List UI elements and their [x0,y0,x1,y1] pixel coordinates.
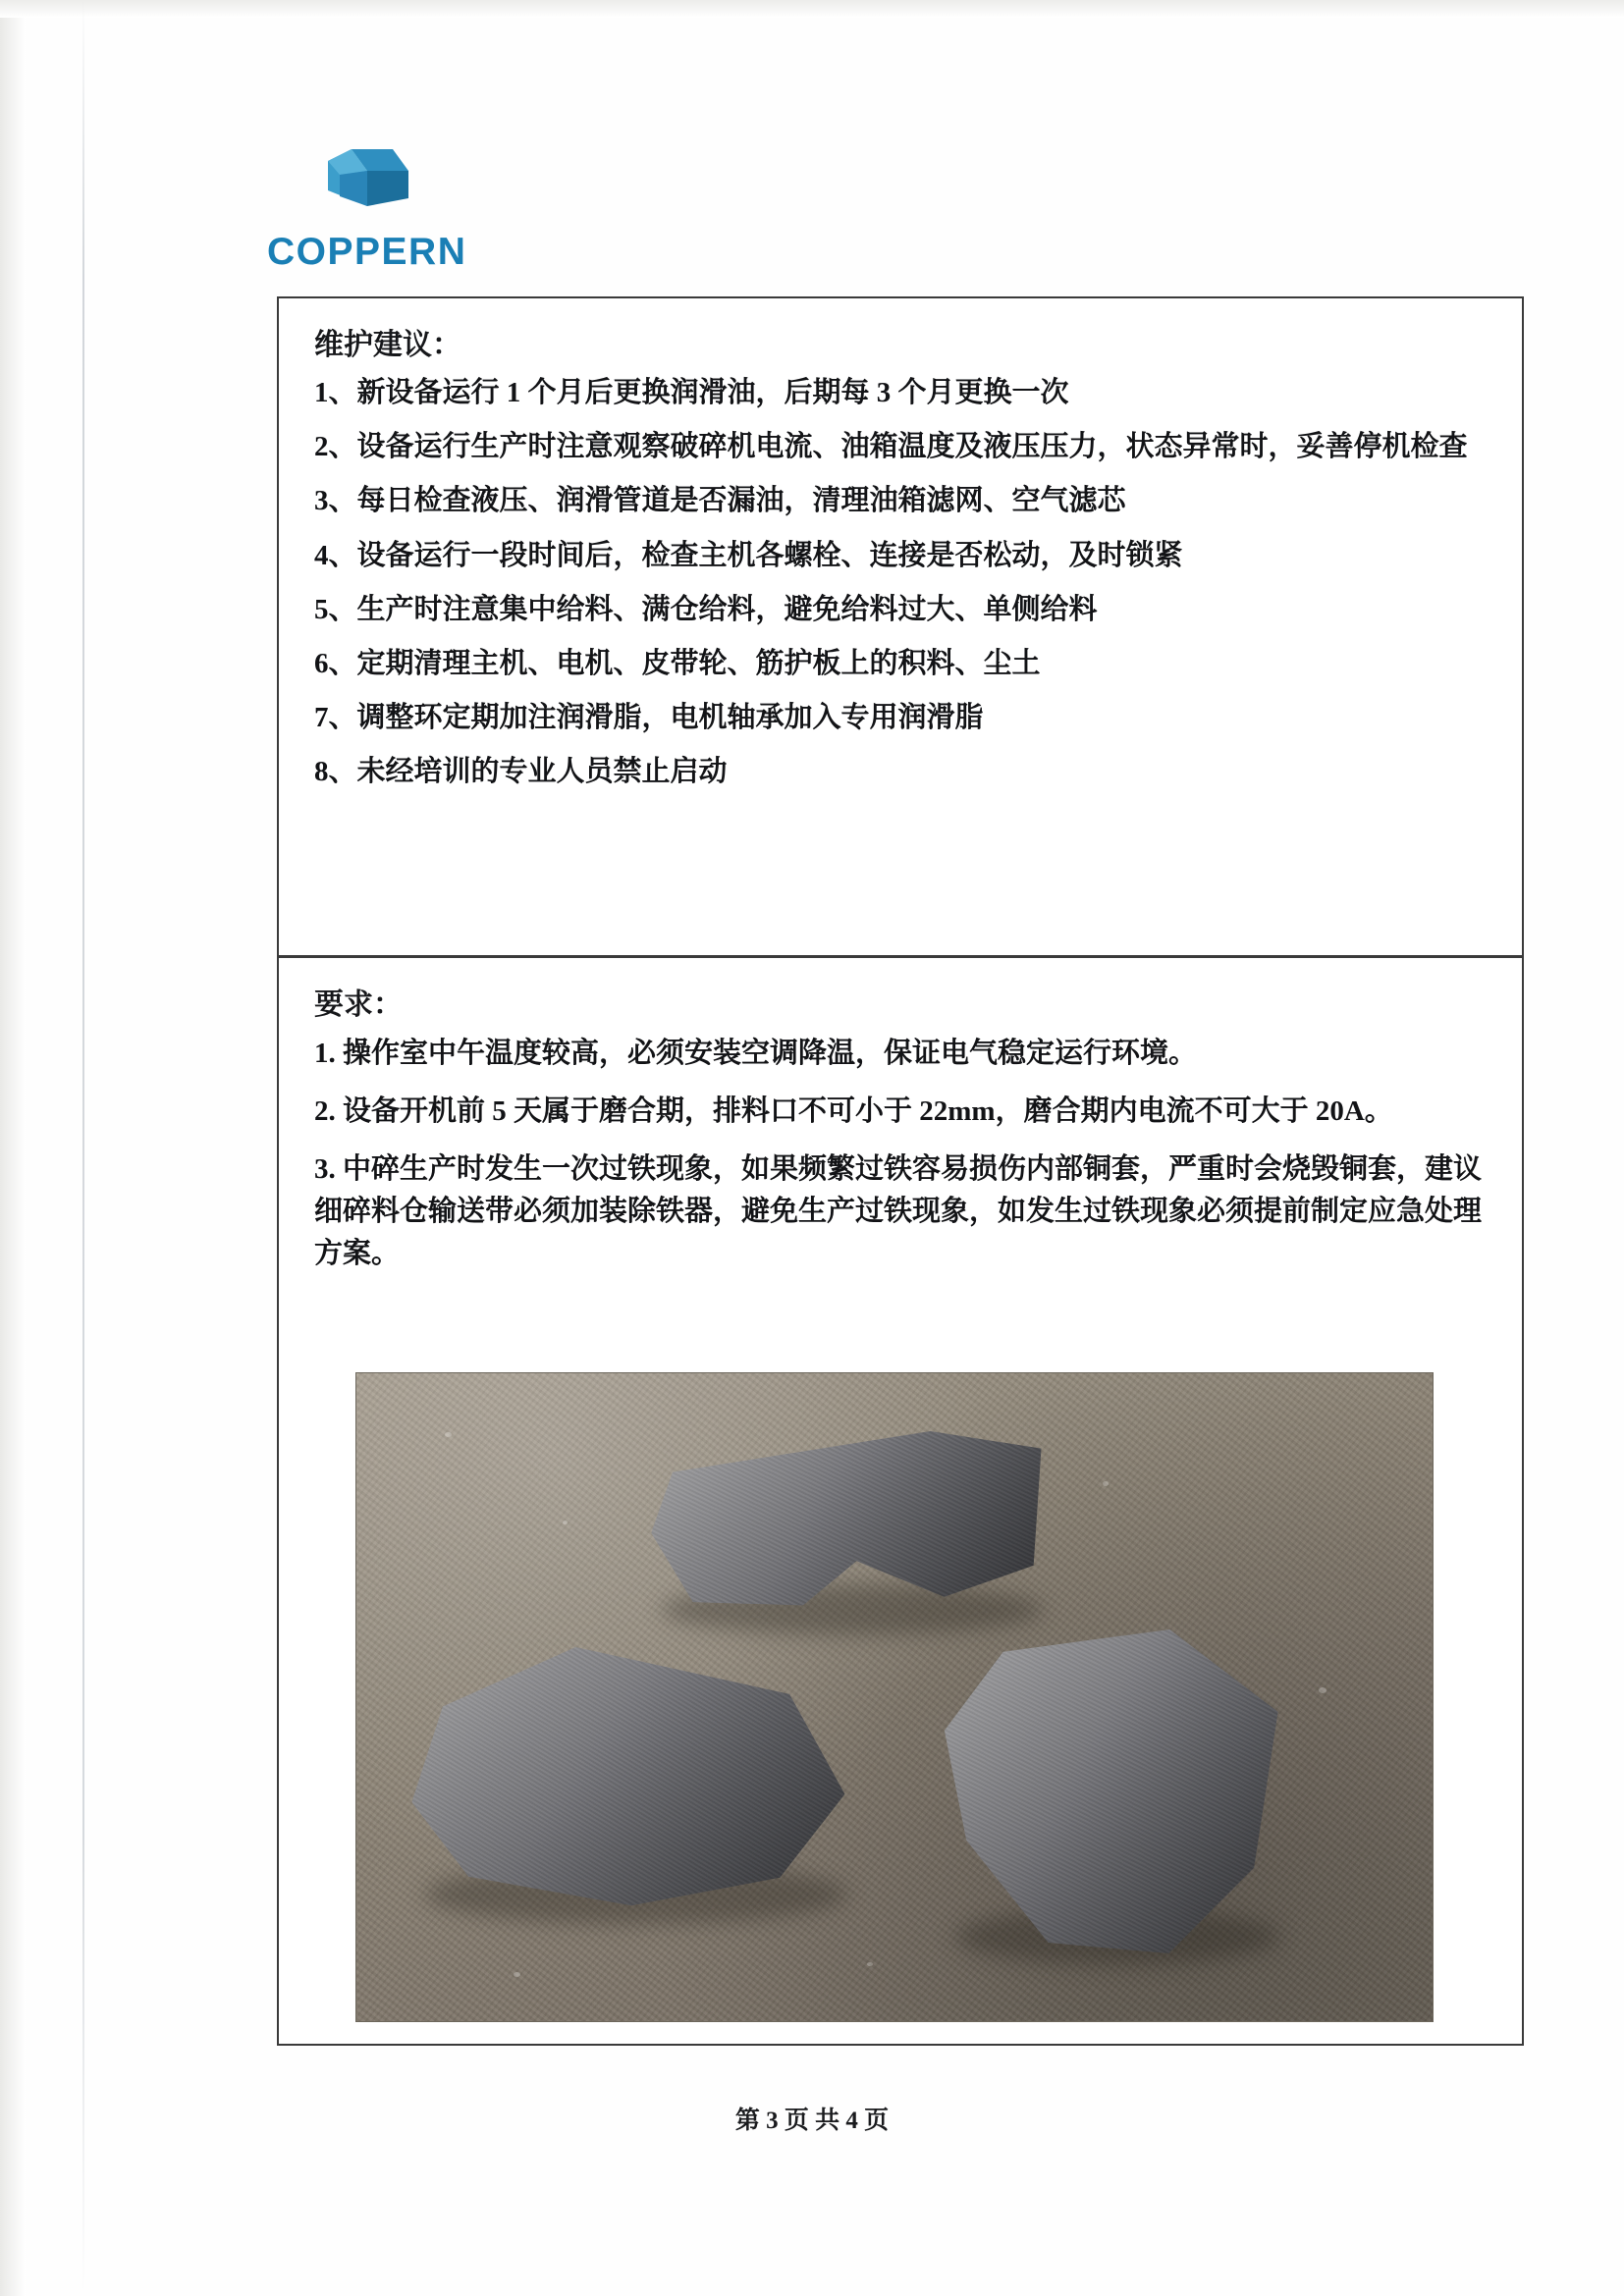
coppern-logo-icon [318,145,412,222]
list-item: 2. 设备开机前 5 天属于磨合期，排料口不可小于 22mm，磨合期内电流不可大于 20A。 [314,1095,1393,1127]
list-item: 3. 中碎生产时发生一次过铁现象，如果频繁过铁容易损伤内部铜套，严重时会烧毁铜套，建议细碎料仓输送带必须加装除铁器，避免生产过铁现象，如发生过铁现象必须提前制定应急处理方案。 [314,1152,1483,1269]
list-item [314,590,1492,630]
list-item-text: 未经培训的专业人员禁止启动 [356,756,728,788]
scan-edge-shading-left [0,0,26,2296]
list-item-text: 调整环定期加注润滑脂，电机轴承加入专用润滑脂 [356,702,984,734]
scan-fold-line [82,0,84,2296]
list-item-text: 生产时注意集中给料、满仓给料，避免给料过大、单侧给料 [356,593,1098,625]
list-item [314,481,1492,521]
list-item-marker: 3、 [314,485,357,517]
list-item [314,644,1492,684]
list-item-text: 设备运行生产时注意观察破碎机电流、油箱温度及液压压力，状态异常时，妥善停机检查 [356,431,1468,463]
page-footer: 第 3 页 共 4 页 [734,2108,890,2134]
list-item [314,536,1492,576]
list-item-marker: 5、 [314,593,357,625]
list-item: 1. 操作室中午温度较高，必须安装空调降温，保证电气稳定运行环境。 [314,1038,1198,1069]
list-item-marker: 6、 [314,647,357,679]
list-item [314,373,1492,413]
maintenance-title: 维护建议： [314,329,461,361]
list-item-text: 定期清理主机、电机、皮带轮、筋护板上的积料、尘土 [356,647,1041,679]
requirements-title: 要求： [314,988,403,1021]
maintenance-list [314,373,1492,792]
list-item [314,698,1492,738]
list-item-text: 新设备运行 1 个月后更换润滑油，后期每 3 个月更换一次 [356,377,1069,408]
list-item [314,427,1492,467]
company-logo [267,145,532,271]
list-item [314,752,1492,792]
list-item-marker: 8、 [314,756,357,788]
list-item-text: 每日检查液压、润滑管道是否漏油，清理油箱滤网、空气滤芯 [356,485,1126,517]
list-item-marker: 1、 [314,377,357,408]
list-item-marker: 7、 [314,702,357,734]
list-item-marker: 2、 [314,431,357,463]
broken-crusher-parts-photo [355,1372,1434,2022]
scan-edge-shading-top [0,0,1624,18]
requirements-list [314,1033,1492,1275]
maintenance-suggestions-box [277,296,1524,956]
list-item-text: 设备运行一段时间后，检查主机各螺栓、连接是否松动，及时锁紧 [356,539,1183,571]
company-logo-text: COPPERN [267,231,467,273]
list-item-marker: 4、 [314,539,357,571]
